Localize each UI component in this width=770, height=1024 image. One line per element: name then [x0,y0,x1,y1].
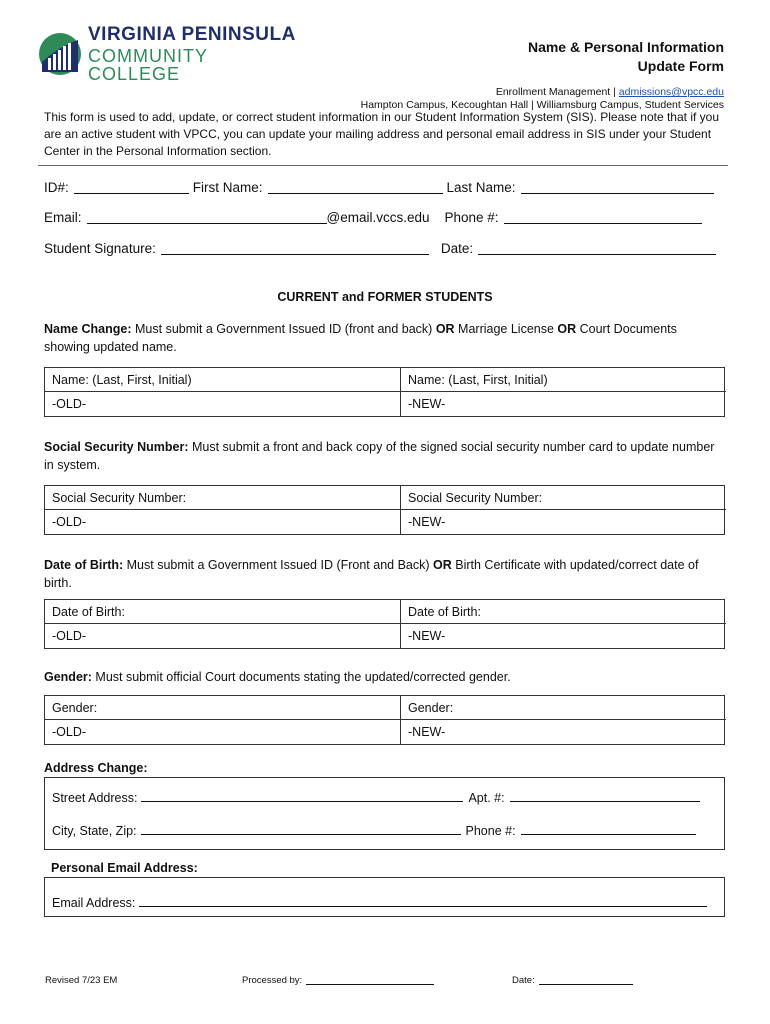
signature-row [44,241,724,256]
form-title-line1: Name & Personal Information [527,39,724,55]
first-name-label: First Name: [192,180,263,195]
processed-by-row [242,975,434,986]
apt-field[interactable] [510,788,700,802]
email-label: Email: [44,210,82,225]
personal-email-label: Email Address: [52,896,136,910]
gender-title: Gender: [44,670,92,684]
old-name-label: Name: (Last, First, Initial) [45,368,400,392]
new-gender-field[interactable]: -NEW- [400,720,726,744]
id-label: ID#: [44,180,69,195]
logo-name-line2: COMMUNITY COLLEGE [88,46,208,84]
section-heading: CURRENT and FORMER STUDENTS [277,290,493,304]
or-keyword: OR [433,558,452,572]
last-name-label: Last Name: [446,180,516,195]
personal-email-field[interactable] [139,893,707,907]
address-heading: Address Change: [44,761,148,775]
first-name-field[interactable] [268,180,443,194]
dob-text: Birth Certificate with updated/correct date of birth. [44,558,699,590]
old-dob-label: Date of Birth: [45,600,400,624]
old-gender-label: Gender: [45,696,400,720]
phone-field[interactable] [504,210,702,224]
old-name-field[interactable]: -OLD- [52,397,87,411]
street-label: Street Address: [52,791,138,805]
logo-name-line1: VIRGINIA PENINSULA [88,24,296,45]
name-change-text: Court Documents showing updated name. [44,322,677,354]
last-name-field[interactable] [521,180,714,194]
college-logo [38,24,298,84]
old-dob-field[interactable]: -OLD- [52,629,87,643]
department-name: Enrollment Management | [495,86,619,98]
admissions-email-link[interactable]: admissions@vpcc.edu [618,86,724,98]
email-domain-suffix: @email.vccs.edu [326,210,430,225]
dob-table [44,599,725,649]
intro-paragraph: This form is used to add, update, or correct student information in our Student Information System (SIS). Please note that if you are an active student with VPCC, you can update your mailing address and personal email address in SIS under your Student Center in the Personal Information section. [44,110,720,158]
street-field[interactable] [141,788,463,802]
personal-email-box [44,877,725,917]
new-ssn-field[interactable]: -NEW- [400,510,726,534]
personal-email-row [45,893,724,910]
footer-date-field[interactable] [539,975,633,985]
id-field[interactable] [74,180,189,194]
personal-email-heading: Personal Email Address: [51,861,198,875]
form-header [361,38,724,112]
gender-table [44,695,725,745]
or-keyword: OR [557,322,577,336]
new-dob-label: Date of Birth: [400,600,726,624]
address-phone-field[interactable] [521,821,696,835]
name-change-text: Marriage License [454,322,558,336]
dob-title: Date of Birth: [44,558,124,572]
email-phone-row [44,210,724,225]
name-change-text: Must submit a Government Issued ID (front and back) [131,322,436,336]
vccs-email-field[interactable] [87,210,327,224]
department-line [361,86,724,99]
phone-label: Phone #: [444,210,499,225]
college-seal-icon [38,32,82,76]
date-field[interactable] [478,241,716,255]
header-divider [38,165,728,166]
new-name-label: Name: (Last, First, Initial) [400,368,726,392]
processed-by-field[interactable] [306,975,434,985]
gender-instructions [44,668,724,686]
old-gender-field[interactable]: -OLD- [52,725,87,739]
dob-text: Must submit a Government Issued ID (Front and Back) [123,558,434,572]
new-ssn-label: Social Security Number: [400,486,726,510]
ssn-table [44,485,725,535]
street-row [45,788,724,805]
name-change-title: Name Change: [44,322,132,336]
new-gender-label: Gender: [400,696,726,720]
old-ssn-label: Social Security Number: [45,486,400,510]
or-keyword: OR [435,322,455,336]
processed-by-label: Processed by: [242,975,303,986]
apt-label: Apt. #: [468,791,505,805]
campus-line: Hampton Campus, Kecoughtan Hall | Williamsburg Campus, Student Services [360,99,724,111]
name-change-instructions [44,320,724,356]
form-title-line2: Update Form [637,58,724,74]
revision-note: Revised 7/23 EM [45,975,118,986]
dob-instructions [44,556,724,592]
footer-date-row [512,975,633,986]
city-row [45,821,724,838]
date-label: Date: [440,241,474,256]
gender-text: Must submit official Court documents stating the updated/corrected gender. [91,670,511,684]
new-name-field[interactable]: -NEW- [400,392,726,416]
city-field[interactable] [141,821,461,835]
signature-label: Student Signature: [44,241,156,256]
address-phone-label: Phone #: [465,824,516,838]
ssn-text: Must submit a front and back copy of the signed social security number card to update number in system. [44,440,715,472]
ssn-instructions [44,438,724,474]
id-name-row [44,180,724,195]
name-change-table [44,367,725,417]
address-box [44,777,725,850]
city-label: City, State, Zip: [52,824,137,838]
old-ssn-field[interactable]: -OLD- [52,515,87,529]
ssn-title: Social Security Number: [44,440,189,454]
footer-date-label: Date: [512,975,535,986]
signature-field[interactable] [161,241,429,255]
new-dob-field[interactable]: -NEW- [400,624,726,648]
